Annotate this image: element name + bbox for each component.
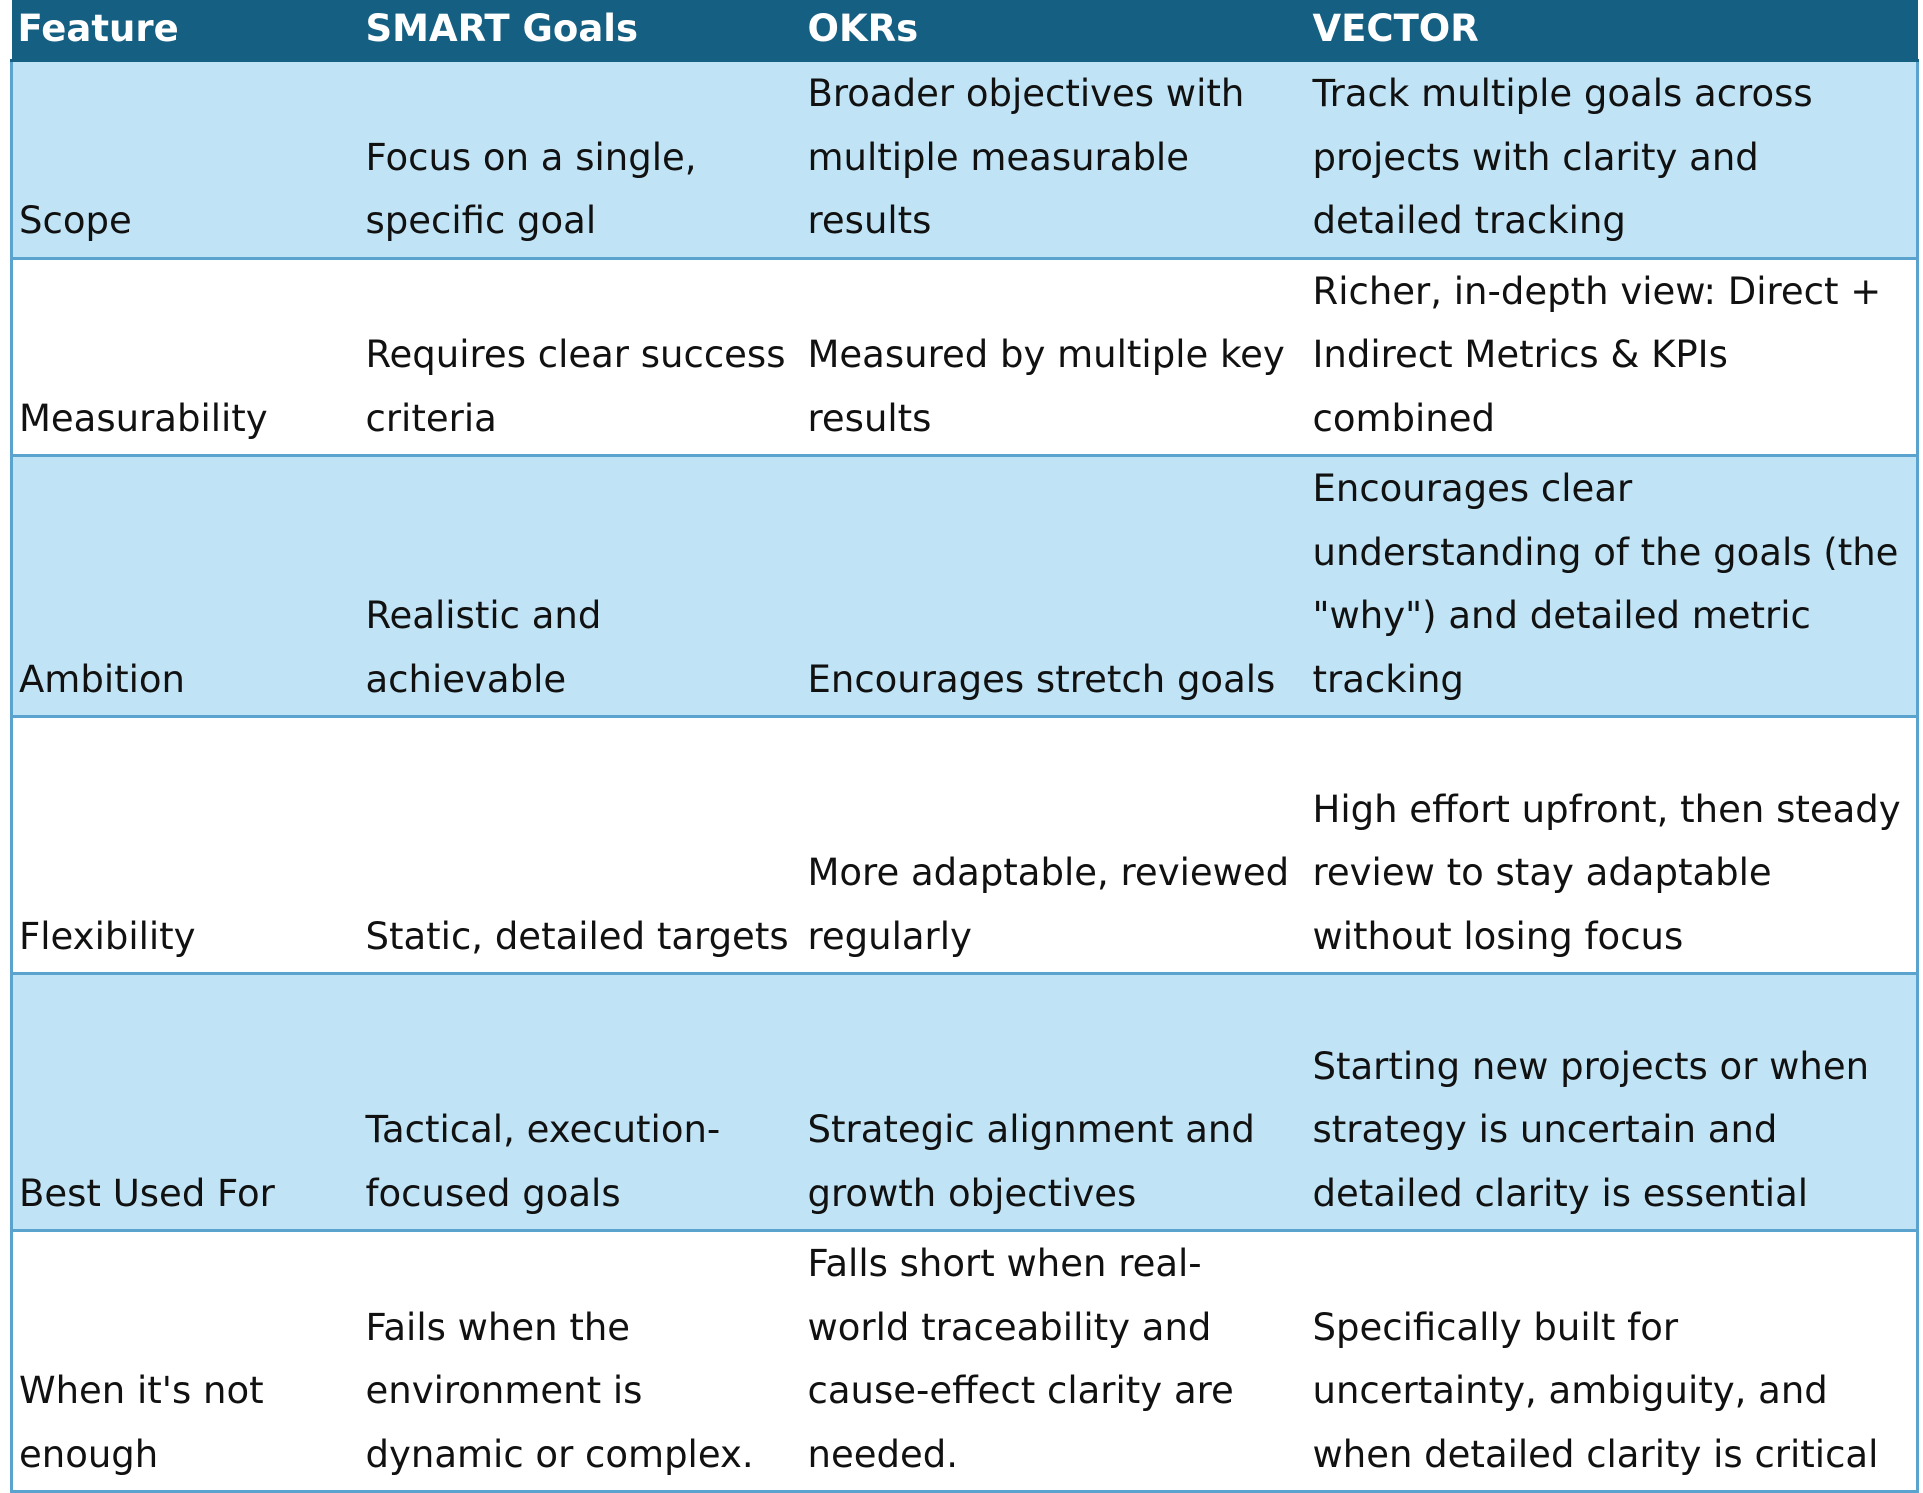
header-feature: Feature — [12, 0, 360, 61]
feature-cell: Ambition — [12, 456, 360, 717]
smart-cell: Requires clear success criteria — [360, 258, 802, 456]
smart-cell: Fails when the environment is dynamic or complex. — [360, 1231, 802, 1492]
comparison-table-container — [10, 0, 1916, 1493]
table-row-when-not-enough — [12, 1231, 1918, 1492]
okrs-cell: More adaptable, reviewed regularly — [802, 717, 1307, 974]
vector-cell: High effort upfront, then steady review to stay adaptable without losing focus — [1307, 717, 1918, 974]
header-row — [12, 0, 1918, 61]
feature-cell: When it's not enough — [12, 1231, 360, 1492]
table-row-flexibility — [12, 717, 1918, 974]
smart-cell: Realistic and achievable — [360, 456, 802, 717]
table-row-scope — [12, 61, 1918, 259]
smart-cell: Static, detailed targets — [360, 717, 802, 974]
table-row-ambition — [12, 456, 1918, 717]
vector-cell: Specifically built for uncertainty, ambiguity, and when detailed clarity is critical — [1307, 1231, 1918, 1492]
feature-cell: Flexibility — [12, 717, 360, 974]
table-row-best-used-for — [12, 974, 1918, 1231]
vector-cell: Starting new projects or when strategy is uncertain and detailed clarity is essential — [1307, 974, 1918, 1231]
header-smart-goals: SMART Goals — [360, 0, 802, 61]
vector-cell: Richer, in-depth view: Direct + Indirect Metrics & KPIs combined — [1307, 258, 1918, 456]
header-okrs: OKRs — [802, 0, 1307, 61]
okrs-cell: Broader objectives with multiple measurable results — [802, 61, 1307, 259]
feature-cell: Best Used For — [12, 974, 360, 1231]
comparison-table — [10, 0, 1919, 1493]
okrs-cell: Encourages stretch goals — [802, 456, 1307, 717]
feature-cell: Scope — [12, 61, 360, 259]
okrs-cell: Measured by multiple key results — [802, 258, 1307, 456]
okrs-cell: Falls short when real-world traceability and cause-effect clarity are needed. — [802, 1231, 1307, 1492]
smart-cell: Tactical, execution-focused goals — [360, 974, 802, 1231]
okrs-cell: Strategic alignment and growth objectives — [802, 974, 1307, 1231]
header-vector: VECTOR — [1307, 0, 1918, 61]
vector-cell: Track multiple goals across projects with clarity and detailed tracking — [1307, 61, 1918, 259]
vector-cell: Encourages clear understanding of the goals (the "why") and detailed metric tracking — [1307, 456, 1918, 717]
table-row-measurability — [12, 258, 1918, 456]
feature-cell: Measurability — [12, 258, 360, 456]
smart-cell: Focus on a single, specific goal — [360, 61, 802, 259]
